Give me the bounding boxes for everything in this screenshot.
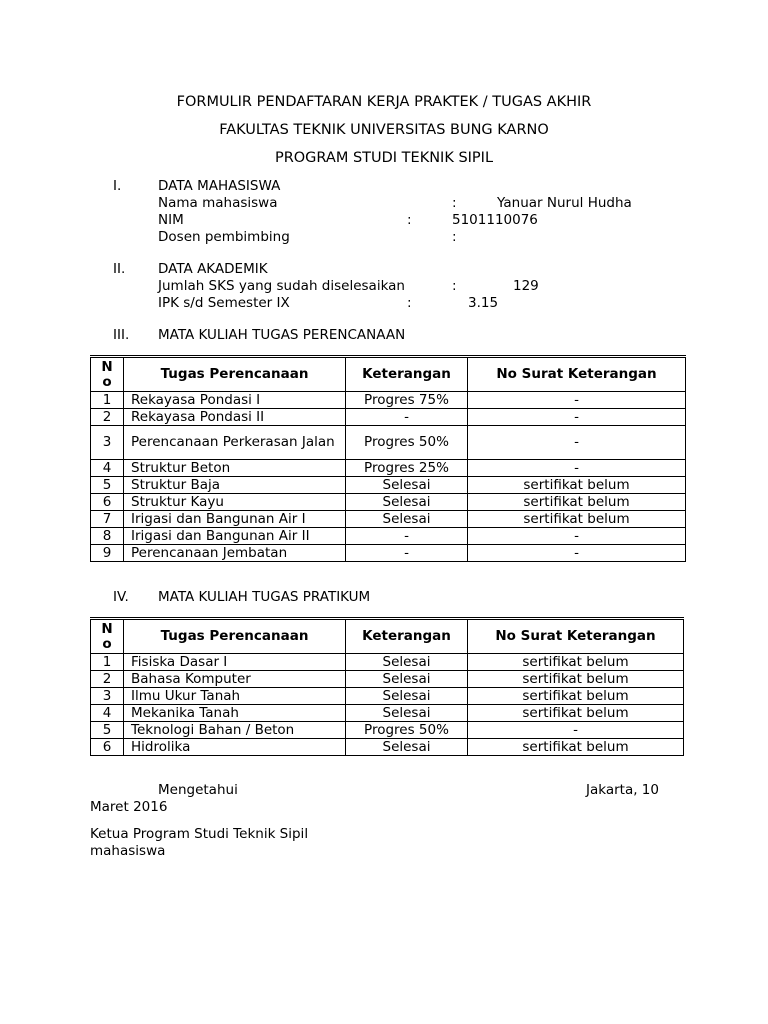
practicum-courses-table bbox=[90, 617, 684, 756]
row-tugas: Ilmu Ukur Tanah bbox=[124, 688, 346, 705]
row-tugas: Mekanika Tanah bbox=[124, 705, 346, 722]
table-row bbox=[91, 705, 684, 722]
row-number: 3 bbox=[91, 688, 124, 705]
nama-colon: : bbox=[452, 195, 457, 211]
dosen-label: Dosen pembimbing bbox=[158, 229, 290, 245]
ipk-label: IPK s/d Semester IX bbox=[158, 295, 290, 311]
row-keterangan: - bbox=[346, 545, 468, 562]
table-row bbox=[91, 545, 686, 562]
row-number: 4 bbox=[91, 705, 124, 722]
dosen-colon: : bbox=[452, 229, 457, 245]
row-no-surat: - bbox=[468, 545, 686, 562]
header-tugas: Tugas Perencanaan bbox=[124, 619, 346, 654]
table-row bbox=[91, 671, 684, 688]
row-number: 4 bbox=[91, 460, 124, 477]
table-row bbox=[91, 409, 686, 426]
row-number: 5 bbox=[91, 722, 124, 739]
row-tugas: Irigasi dan Bangunan Air II bbox=[124, 528, 346, 545]
ketua-text: Ketua Program Studi Teknik Sipil bbox=[90, 826, 309, 842]
table-row bbox=[91, 426, 686, 460]
table-row bbox=[91, 528, 686, 545]
row-number: 6 bbox=[91, 739, 124, 756]
planning-courses-table bbox=[90, 355, 686, 562]
row-tugas: Teknologi Bahan / Beton bbox=[124, 722, 346, 739]
row-no-surat: - bbox=[468, 528, 686, 545]
nim-value: 5101110076 bbox=[452, 212, 538, 228]
row-keterangan: Selesai bbox=[346, 494, 468, 511]
header-no-surat: No Surat Keterangan bbox=[468, 619, 684, 654]
row-number: 6 bbox=[91, 494, 124, 511]
row-no-surat: - bbox=[468, 426, 686, 460]
place-date-text: Jakarta, 10 bbox=[586, 782, 659, 798]
row-keterangan: Selesai bbox=[346, 477, 468, 494]
row-tugas: Struktur Kayu bbox=[124, 494, 346, 511]
row-no-surat: sertifikat belum bbox=[468, 739, 684, 756]
section-4-heading: MATA KULIAH TUGAS PRATIKUM bbox=[158, 589, 371, 605]
header-tugas: Tugas Perencanaan bbox=[124, 357, 346, 392]
table-row bbox=[91, 460, 686, 477]
section-3-heading: MATA KULIAH TUGAS PERENCANAAN bbox=[158, 327, 406, 343]
nim-colon: : bbox=[407, 212, 412, 228]
row-no-surat: - bbox=[468, 409, 686, 426]
ipk-colon: : bbox=[407, 295, 412, 311]
row-keterangan: Progres 25% bbox=[346, 460, 468, 477]
sks-label: Jumlah SKS yang sudah diselesaikan bbox=[158, 278, 405, 294]
section-4-number: IV. bbox=[113, 589, 129, 605]
row-keterangan: Selesai bbox=[346, 688, 468, 705]
row-no-surat: - bbox=[468, 460, 686, 477]
row-no-surat: - bbox=[468, 392, 686, 409]
program-title: PROGRAM STUDI TEKNIK SIPIL bbox=[274, 150, 494, 166]
row-number: 7 bbox=[91, 511, 124, 528]
row-tugas: Struktur Baja bbox=[124, 477, 346, 494]
row-keterangan: Progres 50% bbox=[346, 722, 468, 739]
sks-colon: : bbox=[452, 278, 457, 294]
faculty-title: FAKULTAS TEKNIK UNIVERSITAS BUNG KARNO bbox=[219, 122, 549, 138]
table-row bbox=[91, 688, 684, 705]
row-number: 1 bbox=[91, 654, 124, 671]
header-keterangan: Keterangan bbox=[346, 357, 468, 392]
table-header-row bbox=[91, 357, 686, 392]
mahasiswa-text: mahasiswa bbox=[90, 843, 166, 859]
row-no-surat: sertifikat belum bbox=[468, 671, 684, 688]
row-keterangan: - bbox=[346, 528, 468, 545]
header-keterangan: Keterangan bbox=[346, 619, 468, 654]
row-number: 2 bbox=[91, 409, 124, 426]
row-keterangan: Selesai bbox=[346, 739, 468, 756]
row-number: 8 bbox=[91, 528, 124, 545]
row-keterangan: Selesai bbox=[346, 654, 468, 671]
table-row bbox=[91, 722, 684, 739]
form-title: FORMULIR PENDAFTARAN KERJA PRAKTEK / TUGAS AKHIR bbox=[176, 94, 592, 110]
section-3-number: III. bbox=[113, 327, 130, 343]
row-no-surat: - bbox=[468, 722, 684, 739]
row-keterangan: Selesai bbox=[346, 511, 468, 528]
table-row bbox=[91, 511, 686, 528]
sks-value: 129 bbox=[513, 278, 539, 294]
header-no: No bbox=[91, 357, 124, 392]
row-number: 1 bbox=[91, 392, 124, 409]
section-2-heading: DATA AKADEMIK bbox=[158, 261, 268, 277]
row-no-surat: sertifikat belum bbox=[468, 705, 684, 722]
nama-label: Nama mahasiswa bbox=[158, 195, 278, 211]
table-header-row bbox=[91, 619, 684, 654]
row-tugas: Rekayasa Pondasi II bbox=[124, 409, 346, 426]
row-no-surat: sertifikat belum bbox=[468, 494, 686, 511]
date-month-text: Maret 2016 bbox=[90, 799, 168, 815]
row-number: 2 bbox=[91, 671, 124, 688]
ipk-value: 3.15 bbox=[468, 295, 499, 311]
section-1-number: I. bbox=[113, 178, 122, 194]
table-row bbox=[91, 477, 686, 494]
row-no-surat: sertifikat belum bbox=[468, 688, 684, 705]
section-1-heading: DATA MAHASISWA bbox=[158, 178, 281, 194]
row-tugas: Irigasi dan Bangunan Air I bbox=[124, 511, 346, 528]
section-2-number: II. bbox=[113, 261, 126, 277]
row-number: 5 bbox=[91, 477, 124, 494]
row-number: 9 bbox=[91, 545, 124, 562]
row-keterangan: Selesai bbox=[346, 671, 468, 688]
nama-value: Yanuar Nurul Hudha bbox=[497, 195, 632, 211]
mengetahui-text: Mengetahui bbox=[158, 782, 238, 798]
row-keterangan: Progres 75% bbox=[346, 392, 468, 409]
row-tugas: Struktur Beton bbox=[124, 460, 346, 477]
row-tugas: Hidrolika bbox=[124, 739, 346, 756]
header-no: No bbox=[91, 619, 124, 654]
row-keterangan: Progres 50% bbox=[346, 426, 468, 460]
row-tugas: Perencanaan Jembatan bbox=[124, 545, 346, 562]
row-number: 3 bbox=[91, 426, 124, 460]
table-row bbox=[91, 654, 684, 671]
row-no-surat: sertifikat belum bbox=[468, 477, 686, 494]
nim-label: NIM bbox=[158, 212, 184, 228]
row-keterangan: - bbox=[346, 409, 468, 426]
row-tugas: Perencanaan Perkerasan Jalan bbox=[124, 426, 346, 460]
table-row bbox=[91, 494, 686, 511]
table-row bbox=[91, 392, 686, 409]
row-no-surat: sertifikat belum bbox=[468, 511, 686, 528]
row-tugas: Bahasa Komputer bbox=[124, 671, 346, 688]
row-keterangan: Selesai bbox=[346, 705, 468, 722]
header-no-surat: No Surat Keterangan bbox=[468, 357, 686, 392]
table-row bbox=[91, 739, 684, 756]
row-tugas: Rekayasa Pondasi I bbox=[124, 392, 346, 409]
row-no-surat: sertifikat belum bbox=[468, 654, 684, 671]
row-tugas: Fisiska Dasar I bbox=[124, 654, 346, 671]
